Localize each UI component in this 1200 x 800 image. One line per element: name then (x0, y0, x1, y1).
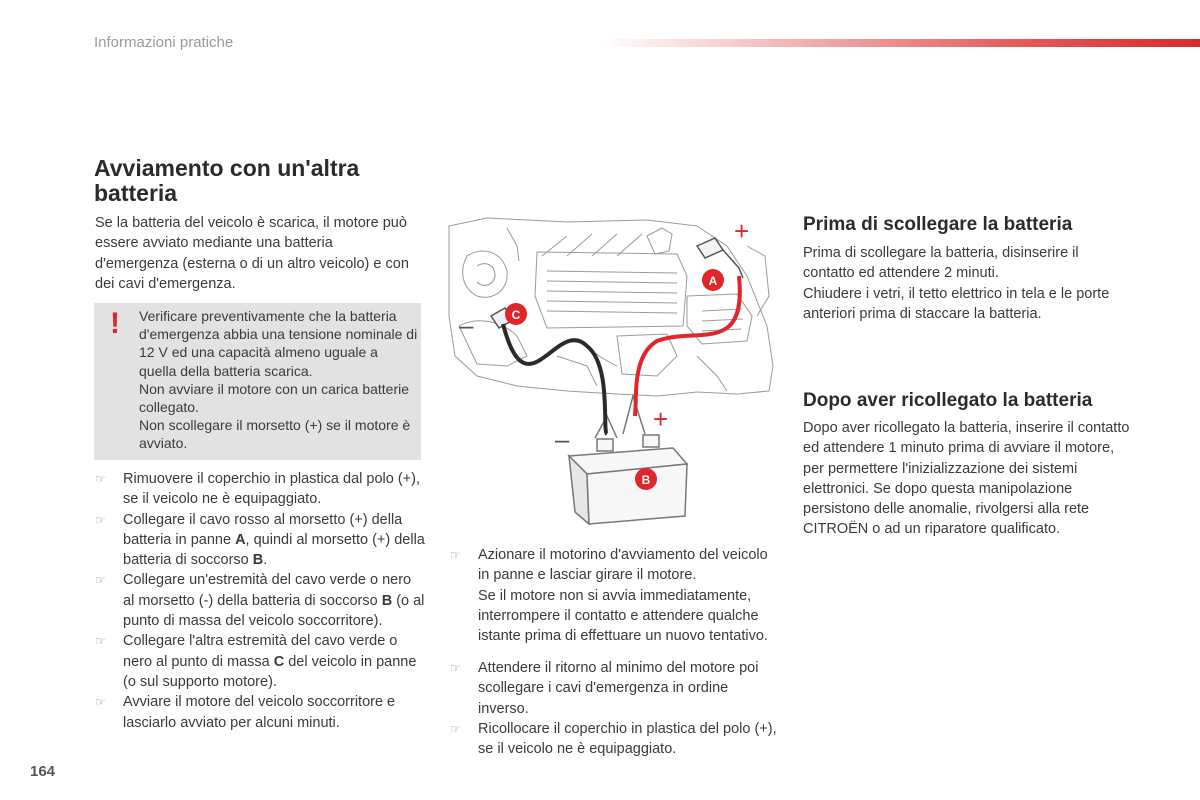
step-text: Rimuovere il coperchio in plastica dal polo (+), se il veicolo ne è equipaggiato. (123, 471, 420, 508)
marker-a (702, 269, 724, 291)
section-before-text (803, 243, 1133, 324)
minus-sign-battery: – (555, 424, 570, 454)
plus-sign-top: + (734, 216, 750, 246)
step-item (95, 469, 425, 510)
warning-line: Non scollegare il morsetto (+) se il motore è avviato. (139, 417, 411, 452)
pointing-hand-icon: ☞ (95, 512, 106, 527)
left-steps-list (95, 469, 425, 733)
step-text: Collegare l'altra estremità del cavo verde o nero al punto di massa (123, 633, 398, 670)
svg-text:A: A (708, 274, 718, 288)
pointing-hand-icon: ☞ (450, 548, 461, 562)
step-text: Attendere il ritorno al minimo del motore poi scollegare i cavi d'emergenza in ordine inverso. (478, 660, 759, 717)
step-item (95, 570, 425, 631)
step-text: Ricollocare il coperchio in plastica del polo (+), se il veicolo ne è equipaggiato. (478, 720, 777, 758)
step-item (95, 631, 425, 692)
step-reference-label: A (235, 531, 246, 548)
warning-line: Non avviare il motore con un carica batterie collegato. (139, 380, 410, 416)
page-number: 164 (30, 763, 56, 780)
step-reference-label: B (252, 552, 264, 569)
pointing-hand-icon: ☞ (95, 472, 106, 486)
step-reference-label: B (381, 592, 393, 609)
step-item (450, 658, 780, 719)
pointing-hand-icon: ☞ (450, 661, 461, 675)
pointing-hand-icon: ☞ (95, 573, 106, 588)
step-reference-label: C (273, 653, 285, 670)
page-title: Avviamento con un'altra batteria (94, 155, 360, 206)
section-after-title: Dopo aver ricollegato la batteria (803, 390, 1093, 411)
step-text: Se il motore non si avvia immediatamente, interrompere il contatto e attendere qualche istante prima di effettuare un nuovo tentativo. (478, 587, 768, 645)
middle-steps-list-2 (450, 658, 780, 759)
battery-b (569, 396, 687, 524)
section-before-title: Prima di scollegare la batteria (803, 214, 1073, 235)
warning-exclamation-icon: ! (110, 307, 120, 340)
pointing-hand-icon: ☞ (95, 695, 106, 710)
middle-steps-list-1 (450, 545, 780, 646)
step-item (95, 510, 425, 571)
step-text: del veicolo in panne (o sul supporto motore). (123, 653, 417, 690)
intro-paragraph: Se la batteria del veicolo è scarica, il motore può essere avviato mediante una batteria d'emergenza (esterna o di un altro veicolo) e con dei cavi d'emergenza. (95, 215, 409, 292)
step-text: , quindi al morsetto (+) della batteria di soccorso (123, 531, 425, 569)
svg-text:B: B (641, 473, 651, 487)
jump-start-illustration (447, 216, 775, 536)
step-item (450, 545, 780, 646)
pointing-hand-icon: ☞ (450, 721, 461, 736)
marker-c (505, 303, 527, 325)
minus-sign-left: – (459, 310, 474, 340)
step-text: . (263, 552, 268, 569)
step-text: Collegare un'estremità del cavo verde o nero al morsetto (-) della batteria di soccorso (123, 572, 412, 609)
plus-sign-battery: + (653, 404, 669, 434)
section-before-line: Chiudere i vetri, il tetto elettrico in tela e le porte anteriori prima di staccare la batteria. (803, 285, 1110, 322)
negative-cable (503, 324, 607, 434)
warning-line: Verificare preventivamente che la batteria d'emergenza abbia una tensione nominale di 12 V ed una capacità almeno uguale a quella della batteria scarica. (139, 308, 418, 379)
step-item (95, 692, 425, 733)
section-before-line: Prima di scollegare la batteria, disinserire il contatto ed attendere 2 minuti. (803, 245, 1079, 282)
step-text: Collegare il cavo rosso al morsetto (+) della batteria in panne (123, 511, 403, 548)
section-after-text: Dopo aver ricollegato la batteria, inserire il contatto ed attendere 1 minuto prima di avviare il motore, per permettere l'inizializzazione dei sistemi elettronici. Se dopo questa manipolazione persistono delle anomalie, rivolgersi alla rete CITROËN o ad un riparatore qualificato. (803, 420, 1130, 538)
engine-bay-drawing (449, 218, 773, 396)
step-text: (o al punto di massa del veicolo soccorritore). (123, 592, 425, 630)
marker-b (635, 468, 657, 490)
warning-text (139, 307, 419, 453)
running-header: Informazioni pratiche (94, 34, 234, 51)
svg-text:C: C (511, 308, 521, 322)
step-text: Azionare il motorino d'avviamento del veicolo in panne e lasciar girare il motore. (478, 547, 768, 584)
pointing-hand-icon: ☞ (95, 634, 106, 649)
step-item (450, 719, 780, 760)
step-text: Avviare il motore del veicolo soccorritore e lasciarlo avviato per alcuni minuti. (123, 694, 396, 731)
header-stripe (600, 39, 1200, 47)
